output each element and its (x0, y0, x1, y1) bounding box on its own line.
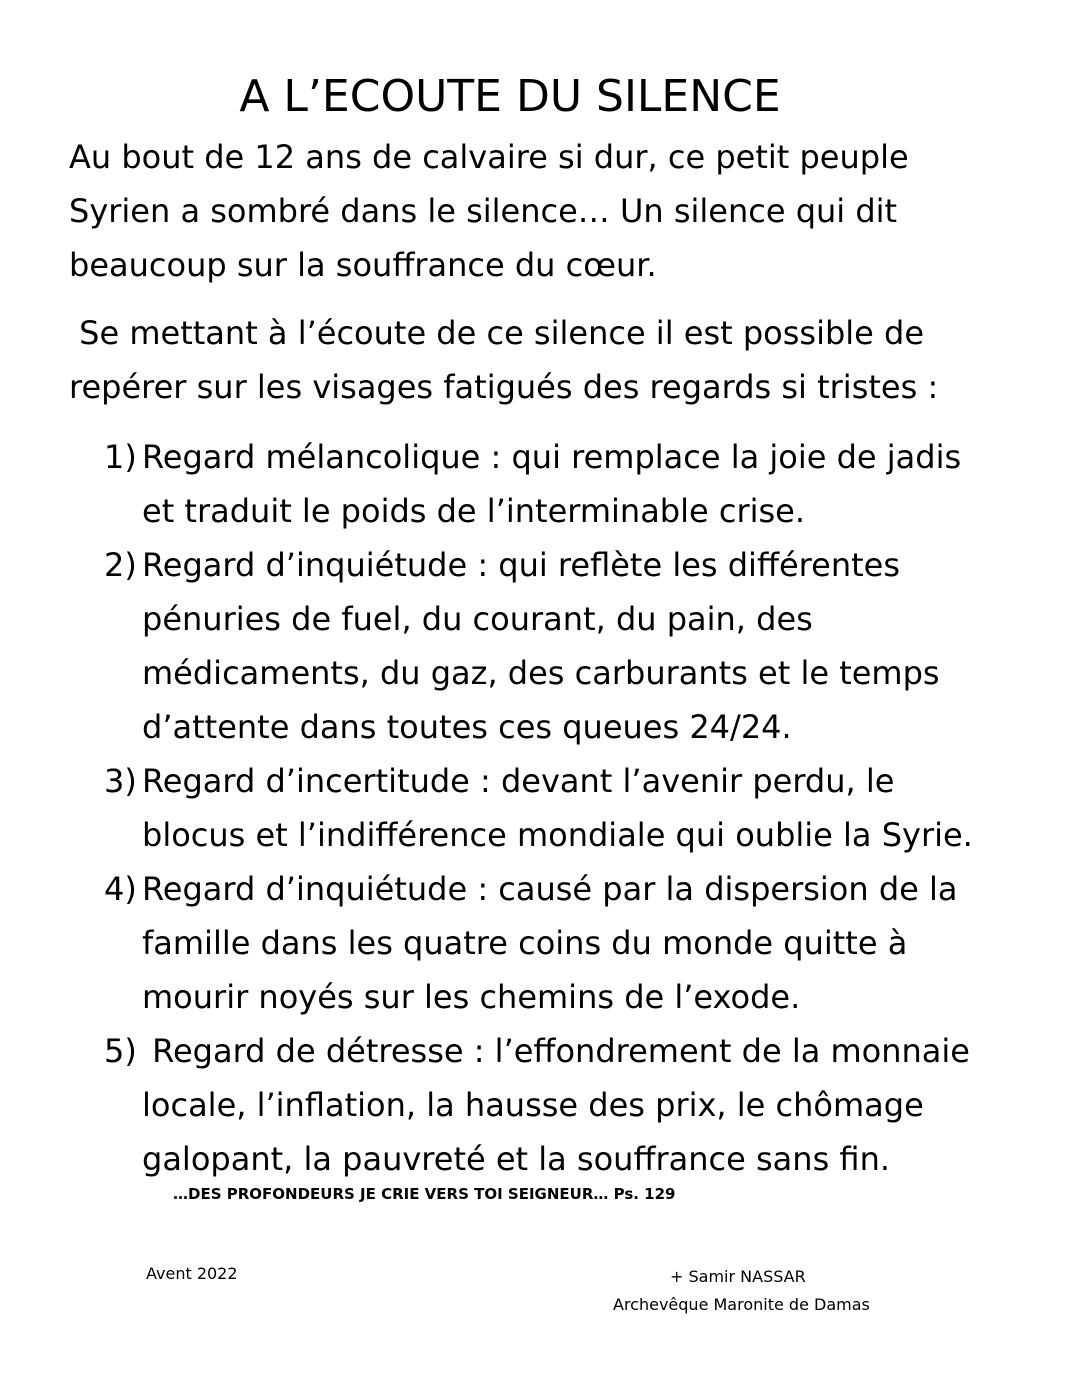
list-item-line: mourir noyés sur les chemins de l’exode. (142, 978, 801, 1016)
list-item-number: 2) (104, 546, 137, 584)
list-item-line: galopant, la pauvreté et la souffrance sans fin. (142, 1140, 891, 1178)
list-item-text (142, 754, 973, 862)
list-item-line: Regard mélancolique : qui remplace la joie de jadis (142, 438, 962, 476)
list-item-line: médicaments, du gaz, des carburants et le temps (142, 654, 940, 692)
list-item-text (142, 1024, 970, 1186)
list-item (104, 538, 1064, 754)
list-item-number: 4) (104, 870, 137, 908)
second-paragraph (69, 306, 1029, 414)
list-item-text (142, 538, 940, 754)
list-item-line: pénuries de fuel, du courant, du pain, des (142, 600, 813, 638)
list-item-number: 3) (104, 762, 137, 800)
list-item-number: 1) (104, 438, 137, 476)
list-item-text (142, 862, 958, 1024)
list-item-line: et traduit le poids de l’interminable crise. (142, 492, 806, 530)
list-item-line: Regard d’inquiétude : causé par la dispersion de la (142, 870, 958, 908)
paragraph-line: Au bout de 12 ans de calvaire si dur, ce petit peuple (69, 138, 909, 176)
signature-title: Archevêque Maronite de Damas (613, 1295, 870, 1314)
numbered-list (104, 430, 1064, 1186)
signature-name: + Samir NASSAR (670, 1267, 806, 1286)
paragraph-line: repérer sur les visages fatigués des regards si tristes : (69, 368, 939, 406)
paragraph-line: beaucoup sur la souffrance du cœur. (69, 246, 657, 284)
signature-block (600, 1263, 900, 1319)
list-item (104, 1024, 1064, 1186)
intro-paragraph (69, 130, 1029, 292)
list-item-line: locale, l’inflation, la hausse des prix, le chômage (142, 1086, 924, 1124)
psalm-quote: …DES PROFONDEURS JE CRIE VERS TOI SEIGNEUR… Ps. 129 (173, 1185, 676, 1203)
list-item-line: Regard d’incertitude : devant l’avenir perdu, le (142, 762, 895, 800)
list-item-number: 5) (104, 1032, 137, 1070)
page-title: A L’ECOUTE DU SILENCE (239, 71, 781, 122)
list-item-line: Regard de détresse : l’effondrement de la monnaie (142, 1032, 970, 1070)
list-item (104, 430, 1064, 538)
footer-date: Avent 2022 (146, 1264, 238, 1283)
list-item-line: d’attente dans toutes ces queues 24/24. (142, 708, 792, 746)
list-item-line: famille dans les quatre coins du monde quitte à (142, 924, 908, 962)
paragraph-line: Se mettant à l’écoute de ce silence il est possible de (69, 314, 925, 352)
list-item (104, 754, 1064, 862)
list-item (104, 862, 1064, 1024)
paragraph-line: Syrien a sombré dans le silence… Un silence qui dit (69, 192, 898, 230)
list-item-line: blocus et l’indifférence mondiale qui oublie la Syrie. (142, 816, 973, 854)
list-item-text (142, 430, 961, 538)
list-item-line: Regard d’inquiétude : qui reflète les différentes (142, 546, 900, 584)
